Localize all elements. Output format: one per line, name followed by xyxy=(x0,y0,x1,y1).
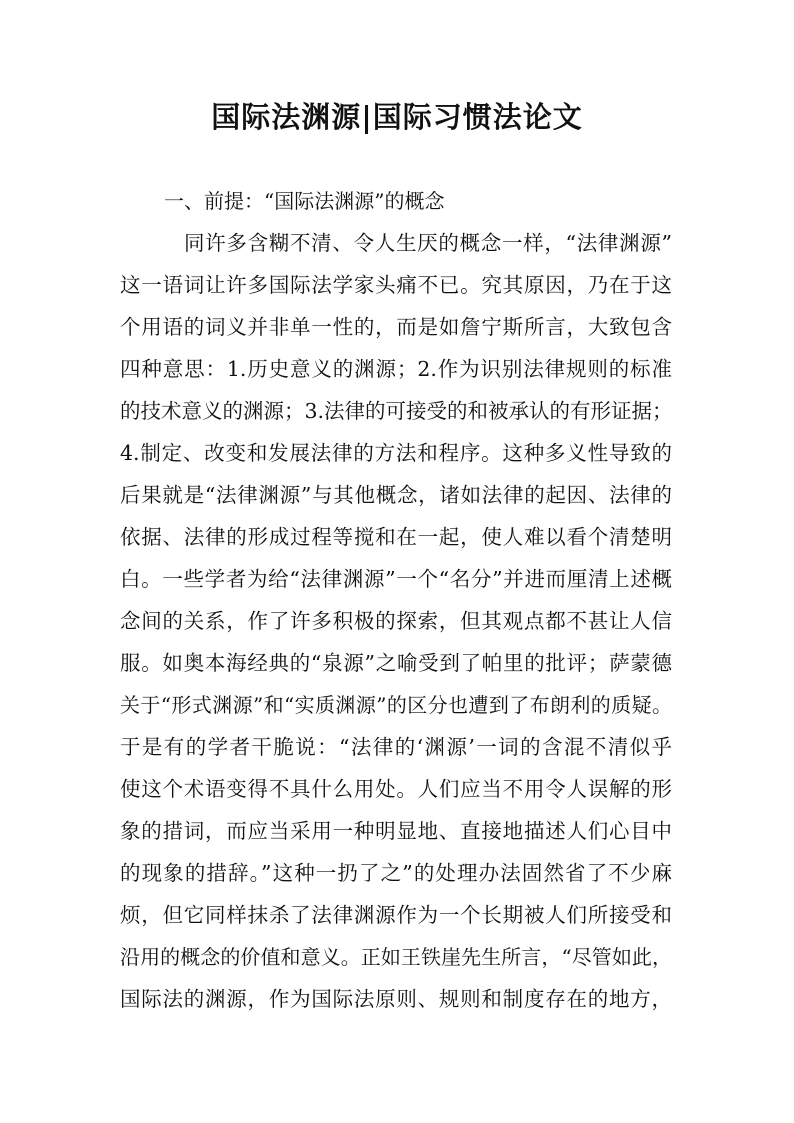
paragraph-line: 关于“形式渊源”和“实质渊源”的区分也遭到了布朗利的质疑。 xyxy=(120,693,672,717)
document-title: 国际法渊源|国际习惯法论文 xyxy=(211,100,583,134)
paragraph-line: 同许多含糊不清、令人生厌的概念一样，“法律渊源” xyxy=(184,231,672,255)
section-heading: 一、前提：“国际法渊源”的概念 xyxy=(164,189,445,213)
paragraph-line: 烦，但它同样抹杀了法律渊源作为一个长期被人们所接受和 xyxy=(120,903,672,927)
paragraph-line: 个用语的词义并非单一性的，而是如詹宁斯所言，大致包含 xyxy=(120,315,672,339)
paragraph-line: 的技术意义的渊源；3.法律的可接受的和被承认的有形证据； xyxy=(120,399,673,423)
paragraph-line: 依据、法律的形成过程等搅和在一起，使人难以看个清楚明 xyxy=(120,525,672,549)
paragraph-line: 的现象的措辞。”这种一扔了之”的处理办法固然省了不少麻 xyxy=(120,861,672,885)
paragraph-line: 服。如奥本海经典的“泉源”之喻受到了帕里的批评；萨蒙德 xyxy=(120,651,672,675)
paragraph-line: 国际法的渊源，作为国际法原则、规则和制度存在的地方， xyxy=(120,987,672,1011)
paragraph-line: 沿用的概念的价值和意义。正如王铁崖先生所言，“尽管如此， xyxy=(120,945,672,969)
paragraph-line: 四种意思：1.历史意义的渊源；2.作为识别法律规则的标准 xyxy=(120,357,672,381)
paragraph-line: 这一语词让许多国际法学家头痛不已。究其原因，乃在于这 xyxy=(120,273,672,297)
paragraph-line: 象的措词，而应当采用一种明显地、直接地描述人们心目中 xyxy=(120,819,672,843)
paragraph-line: 使这个术语变得不具什么用处。人们应当不用令人误解的形 xyxy=(120,777,672,801)
paragraph-line: 白。一些学者为给“法律渊源”一个“名分”并进而厘清上述概 xyxy=(120,567,672,591)
paragraph-line: 于是有的学者干脆说：“法律的‘渊源’一词的含混不清似乎 xyxy=(120,735,672,759)
paragraph-line: 后果就是“法律渊源”与其他概念，诸如法律的起因、法律的 xyxy=(120,483,672,507)
paragraph-line: 4.制定、改变和发展法律的方法和程序。这种多义性导致的 xyxy=(120,441,672,465)
paragraph-line: 念间的关系，作了许多积极的探索，但其观点都不甚让人信 xyxy=(120,609,672,633)
